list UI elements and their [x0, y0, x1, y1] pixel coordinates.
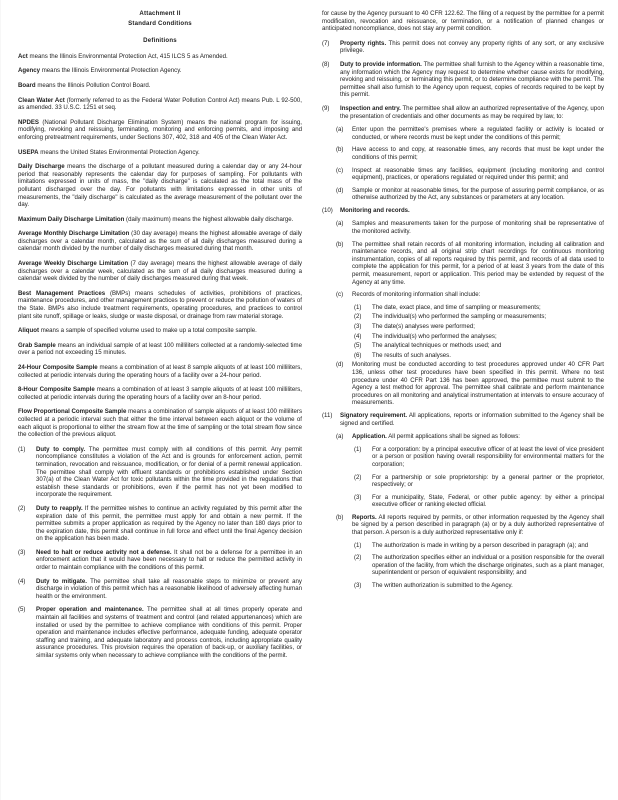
definition-text: (formerly referred to as the Federal Water Pollution Control Act) means Pub. L 92-500, as amended. 33 U.S.C. 1251 et seq. — [18, 96, 302, 112]
definition-text: means a combination of at least 8 sample aliquots of at least 100 milliliters, collected at periodic intervals during the operating hours of a facility over a 24-hour period. — [18, 364, 302, 379]
list-item — [354, 333, 604, 341]
item-text: The individual(s) who performed the analyses; — [372, 332, 497, 340]
definition-paragraph — [18, 364, 302, 379]
signatory-title: Signatory requirement. — [340, 411, 408, 419]
item-number: (2) — [354, 473, 362, 481]
application-text: All permit applications shall be signed as follows: — [388, 433, 520, 441]
condition-number: (7) — [322, 39, 330, 47]
definition-text: (7 day average) means the highest allowable average of daily discharges over a calendar week, calculated as the sum of all daily discharges measured during a calendar week divided by the number of daily discharges measured during that week. — [18, 260, 302, 283]
condition-number: (5) — [18, 606, 26, 614]
list-item — [336, 187, 604, 202]
list-item — [354, 313, 604, 321]
list-item — [354, 474, 604, 489]
item-text: For a municipality, State, Federal, or other public agency: by either a principal executive officer or ranking elected official. — [372, 493, 604, 509]
list-item — [354, 582, 604, 590]
item-number: (4) — [354, 332, 362, 340]
list-item — [354, 446, 604, 469]
item-text: The authorization specifies either an individual or a position responsible for the overall operation of the facility, from which the discharge originates, such as a plant manager, superintendent or person of equivalent responsibility; and — [372, 554, 604, 577]
condition-text: The permittee shall take all reasonable steps to minimize or prevent any discharge in violation of this permit which has a reasonable likelihood of adversely affecting human health or the environment. — [36, 577, 302, 600]
reports-title: Reports. — [352, 513, 377, 521]
definition-term: Clean Water Act — [18, 96, 65, 104]
condition-body — [340, 61, 604, 99]
definition-text: (National Pollutant Discharge Elimination System) means the national program for issuing, modifying, revoking and reissuing, terminating, monitoring and enforcing permits, and imposing and enforcing pretreatment requirements, under Sections 307, 402, 318 and 405 of the Clean Water Act. — [18, 118, 302, 141]
item-number: (b) — [336, 240, 344, 248]
definition-paragraph — [18, 53, 302, 61]
list-item — [354, 554, 604, 577]
definition-term: Act — [18, 52, 28, 60]
definition-paragraph — [18, 163, 302, 209]
definition-paragraph — [18, 260, 302, 283]
signatory-condition — [322, 412, 604, 427]
item-number: (a) — [336, 220, 344, 228]
item-text: For a corporation: by a principal executive officer of at least the level of vice president or a person or position having overall responsibility for environmental matters for the corporation; — [372, 445, 604, 468]
condition-number: (2) — [18, 504, 26, 512]
list-item — [354, 323, 604, 331]
item-text: The individual(s) who performed the sampling or measurements; — [372, 313, 547, 321]
definition-term: Average Weekly Discharge Limitation — [18, 260, 129, 268]
definition-text: means the United States Environmental Protection Agency. — [40, 148, 200, 156]
item-text: Samples and measurements taken for the purpose of monitoring shall be representative of the monitored activity. — [352, 220, 604, 236]
item-number: (6) — [354, 351, 362, 359]
condition-title: Duty to comply. — [36, 445, 86, 453]
condition-item — [18, 606, 302, 659]
condition-item — [322, 61, 604, 99]
item-number: (1) — [354, 445, 362, 453]
definition-term: NPDES — [18, 118, 39, 126]
item-text: Monitoring must be conducted according to test procedures approved under 40 CFR Part 136, unless other test procedures have been specified in this permit. Where no test procedure under 40 CFR Part 136 has been approved, the permittee must submit to the Agency a test method for approval. The permittee shall calibrate and perform maintenance procedures on all monitoring and analytical instrumentation at intervals to ensure accuracy of measurements. — [352, 361, 604, 407]
list-item — [336, 220, 604, 235]
condition-text: It shall not be a defense for a permittee in an enforcement action that it would have been necessary to halt or reduce the permitted activity in order to maintain compliance with the conditions of this permit. — [36, 548, 302, 572]
condition-body — [340, 40, 604, 55]
condition-number: (8) — [322, 60, 330, 68]
item-text: The date, exact place, and time of sampling or measurements; — [372, 303, 541, 311]
application-signers — [322, 446, 604, 509]
signatory-text: All applications, reports or information submitted to the Agency shall be signed and certified. — [340, 411, 604, 427]
item-text: The analytical techniques or methods used; and — [372, 342, 502, 350]
definition-paragraph — [18, 67, 302, 75]
left-conditions-list — [18, 446, 302, 660]
definition-term: Daily Discharge — [18, 163, 65, 171]
condition-body — [36, 578, 302, 601]
condition-text: This permit does not convey any property rights of any sort, or any exclusive privilege. — [340, 39, 605, 55]
item-number: (1) — [354, 541, 362, 549]
condition-number: (10) — [322, 206, 333, 214]
list-item — [354, 304, 604, 312]
item-number: (d) — [336, 361, 344, 369]
item-text: The authorization is made in writing by a person described in paragraph (a); and — [372, 541, 589, 549]
item-text: For a partnership or sole proprietorship: by a general partner or the proprietor, respectively; or — [372, 473, 604, 489]
list-item — [336, 241, 604, 287]
list-item — [336, 167, 604, 182]
definition-term: Best Management Practices — [18, 289, 106, 297]
item-number: (d) — [336, 186, 344, 194]
definition-term: Maximum Daily Discharge Limitation — [18, 215, 125, 223]
item-number: (b) — [336, 513, 344, 521]
item-number: (c) — [336, 291, 344, 299]
condition-text: The permittee must comply with all conditions of this permit. Any permit noncompliance constitutes a violation of the Act and is grounds for enforcement action, permit termination, revocation and reissuance, modification, or for denial of a permit renewal application. The permittee shall comply with effluent standards or prohibitions established under Section 307(a) of the Clean Water Act for toxic pollutants within the time provided in the regulations that establish these standards or prohibitions, even if the permit has not yet been modified to incorporate the requirement. — [36, 445, 302, 499]
condition-text: The permittee shall at all times properly operate and maintain all facilities and systems of treatment and control (and related appurtenances) which are installed or used by the permittee to achieve compliance with conditions of this permit. Proper operation and maintenance includes effective performance, adequate funding, adequate operator staffing and training, and adequate laboratory and process controls, including appropriate quality assurance procedures. This provision requires the operation of back-up, or auxiliary facilities, or similar systems only when necessary to achieve compliance with the conditions of the permit. — [36, 606, 302, 659]
condition-body — [36, 446, 302, 499]
definition-term: Agency — [18, 67, 41, 75]
definition-paragraph — [18, 342, 302, 357]
right-column — [322, 10, 604, 595]
definition-text: means a combination of at least 3 sample aliquots of at least 100 milliliters, collected at periodic intervals during the operating hours of a facility over an 8-hour period. — [18, 386, 303, 401]
condition-number: (9) — [322, 104, 330, 112]
item-text: The date(s) analyses were performed; — [372, 323, 475, 330]
definition-term: Average Monthly Discharge Limitation — [18, 230, 130, 238]
condition-item — [18, 549, 302, 572]
definition-term: Aliquot — [18, 327, 39, 335]
definition-paragraph — [18, 408, 302, 438]
item-number: (3) — [354, 323, 362, 330]
definition-text: means the Illinois Environmental Protection Act, 415 ILCS 5 as Amended. — [29, 52, 228, 60]
inspection-items — [322, 126, 604, 202]
condition-item — [322, 105, 604, 120]
condition-number: (4) — [18, 577, 26, 585]
item-number: (2) — [354, 554, 362, 562]
condition-text: The permittee shall allow an authorized representative of the Agency, upon the presentation of credentials and other documents as may be required by law, to: — [340, 104, 604, 120]
list-item — [354, 342, 604, 350]
definitions-heading: Definitions — [143, 37, 177, 45]
condition-title: Property rights. — [340, 39, 387, 47]
definition-paragraph — [18, 386, 302, 401]
definition-paragraph — [18, 327, 302, 335]
right-conditions-list — [322, 40, 604, 120]
application-title: Application. — [352, 433, 387, 441]
definition-term: Board — [18, 81, 36, 89]
item-text: Have access to and copy, at reasonable times, any records that must be kept under the conditions of this permit; — [352, 146, 604, 161]
item-text: Sample or monitor at reasonable times, for the purpose of assuring permit compliance, or as otherwise authorized by the Act, any substances or parameters at any location. — [352, 186, 604, 202]
definition-paragraph — [18, 82, 302, 90]
item-number: (b) — [336, 146, 344, 154]
definition-paragraph — [18, 216, 302, 224]
condition-number: (11) — [322, 411, 333, 419]
condition-title: Inspection and entry. — [340, 104, 401, 112]
monitoring-item-d — [336, 361, 604, 407]
condition-item — [18, 446, 302, 499]
item-text: The written authorization is submitted to the Agency. — [372, 582, 513, 590]
monitoring-title: Monitoring and records. — [340, 206, 410, 214]
item-number: (a) — [336, 433, 344, 441]
list-item — [336, 291, 604, 299]
definition-paragraph — [18, 149, 302, 157]
definition-text: (BMPs) means schedules of activities, prohibitions of practices, maintenance procedures, and other management practices to prevent or reduce the pollution of waters of the State. BMPs also include treatment requirements, operating procedures, and practices to control plant site runoff, spillage or leaks, sludge or waste disposal, or drainage from raw material storage. — [18, 289, 302, 320]
monitoring-records — [322, 304, 604, 360]
definitions-list — [18, 53, 302, 439]
item-number: (a) — [336, 126, 344, 134]
condition-number: (1) — [18, 445, 26, 453]
signatory-application — [336, 433, 604, 441]
condition-item — [18, 578, 302, 601]
condition-number: (3) — [18, 548, 26, 556]
condition-title: Proper operation and maintenance. — [36, 606, 144, 614]
condition-text: The permittee shall furnish to the Agency within a reasonable time, any information which the Agency may request to determine whether cause exists for modifying, revoking and reissuing, or terminating this permit, or to determine compliance with the permit. The permittee shall also furnish to the Agency upon request, copies of records required to be kept by this permit. — [340, 60, 605, 99]
right-top-continuation: for cause by the Agency pursuant to 40 CFR 122.62. The filing of a request by the permittee for a permit modification, revocation and reissuance, or termination, or a notification of planned changes or anticipated noncompliance, does not stay any permit condition. — [322, 10, 604, 33]
condition-title: Duty to reapply. — [36, 504, 83, 512]
report-authorizations — [322, 542, 604, 590]
item-number: (2) — [354, 313, 362, 321]
standard-conditions-heading: Standard Conditions — [128, 19, 192, 27]
definition-term: USEPA — [18, 148, 39, 156]
definition-paragraph — [18, 119, 302, 142]
left-column — [18, 10, 302, 666]
list-item — [336, 126, 604, 141]
definition-text: (30 day average) means the highest allowable average of daily discharges over a calendar month, calculated as the sum of all daily discharges measured during a calendar month divided by the number of daily discharges measured during that month. — [18, 230, 302, 253]
list-item — [354, 352, 604, 360]
definition-paragraph — [18, 230, 302, 253]
list-item — [354, 542, 604, 550]
condition-body — [36, 606, 302, 659]
definition-text: means the discharge of a pollutant measured during a calendar day or any 24-hour period that reasonably represents the calendar day for purposes of sampling. For pollutants with limitations expressed in units of mass, the "daily discharge" is calculated as the total mass of the pollutant discharged over the day. For pollutants with limitations expressed in other units of measurements, the "daily discharge" is calculated as the average measurement of the pollutant over the day. — [18, 163, 302, 209]
item-text: The results of such analyses. — [372, 351, 451, 359]
item-number: (3) — [354, 493, 362, 501]
definition-term: 24-Hour Composite Sample — [18, 364, 98, 371]
item-number: (c) — [336, 166, 344, 174]
signatory-reports — [336, 514, 604, 537]
item-text: Records of monitoring information shall include: — [352, 291, 481, 299]
condition-item — [18, 505, 302, 543]
condition-body — [36, 505, 302, 543]
item-text: Inspect at reasonable times any facilities, equipment (including monitoring and control equipment), practices, or operations regulated or required under this permit; and — [352, 166, 604, 182]
definition-text: (daily maximum) means the highest allowable daily discharge. — [126, 215, 294, 223]
item-number: (3) — [354, 582, 362, 590]
item-number: (1) — [354, 303, 362, 311]
monitoring-items — [322, 220, 604, 298]
condition-body — [36, 549, 302, 572]
condition-title: Duty to provide information. — [340, 60, 422, 68]
condition-title: Duty to mitigate. — [36, 577, 87, 585]
item-text: The permittee shall retain records of all monitoring information, including all calibration and maintenance records, and all original strip chart recordings for continuous monitoring instrumentation, copies of all reports required by this permit, and records of all data used to complete the application for this permit, for a period of at least 3 years from the date of this permit, measurement, report or application. This period may be extended by request of the Agency at any time. — [352, 240, 604, 286]
definition-text: means a combination of sample aliquots of at least 100 milliliters collected at a periodic interval such that either the time interval between each aliquot or the volume of each aliquot is proportional to either the stream flow at the time of sampling or the total stream flow since the collection of the previous aliquot. — [18, 408, 303, 439]
definition-text: means the Illinois Pollution Control Board. — [37, 81, 151, 89]
condition-body — [340, 105, 604, 120]
definition-paragraph — [18, 97, 302, 112]
list-item — [336, 146, 604, 161]
definition-text: means the Illinois Environmental Protection Agency. — [41, 67, 182, 75]
definition-text: means an individual sample of at least 100 milliliters collected at a randomly-selected time over a period not exceeding 15 minutes. — [18, 341, 303, 357]
condition-item — [322, 40, 604, 55]
attachment-heading: Attachment II — [139, 10, 181, 17]
list-item — [354, 494, 604, 509]
definition-term: 8-Hour Composite Sample — [18, 386, 95, 394]
item-text: Enter upon the permittee's premises where a regulated facility or activity is located or conducted, or where records must be kept under the conditions of this permit; — [352, 126, 604, 141]
monitoring-condition — [322, 207, 604, 215]
item-number: (5) — [354, 342, 362, 350]
reports-text: All reports required by permits, or other information requested by the Agency shall be signed by a person described in paragraph (a) or by a duly authorized representative of that person. A person is a duly authorized representative only if: — [352, 513, 604, 537]
definition-text: means a sample of specified volume used to make up a total composite sample. — [40, 327, 257, 335]
definition-paragraph — [18, 290, 302, 320]
condition-text: If the permittee wishes to continue an activity regulated by this permit after the expiration date of this permit, the permittee must apply for and obtain a new permit. If the permittee submits a proper application as required by the Agency no later than 180 days prior to the expiration date, this permit shall continue in full force and effect until the final Agency decision on the application has been made. — [36, 504, 302, 543]
definition-term: Flow Proportional Composite Sample — [18, 408, 127, 416]
condition-title: Need to halt or reduce activity not a defense. — [36, 548, 172, 556]
definition-term: Grab Sample — [18, 341, 56, 349]
